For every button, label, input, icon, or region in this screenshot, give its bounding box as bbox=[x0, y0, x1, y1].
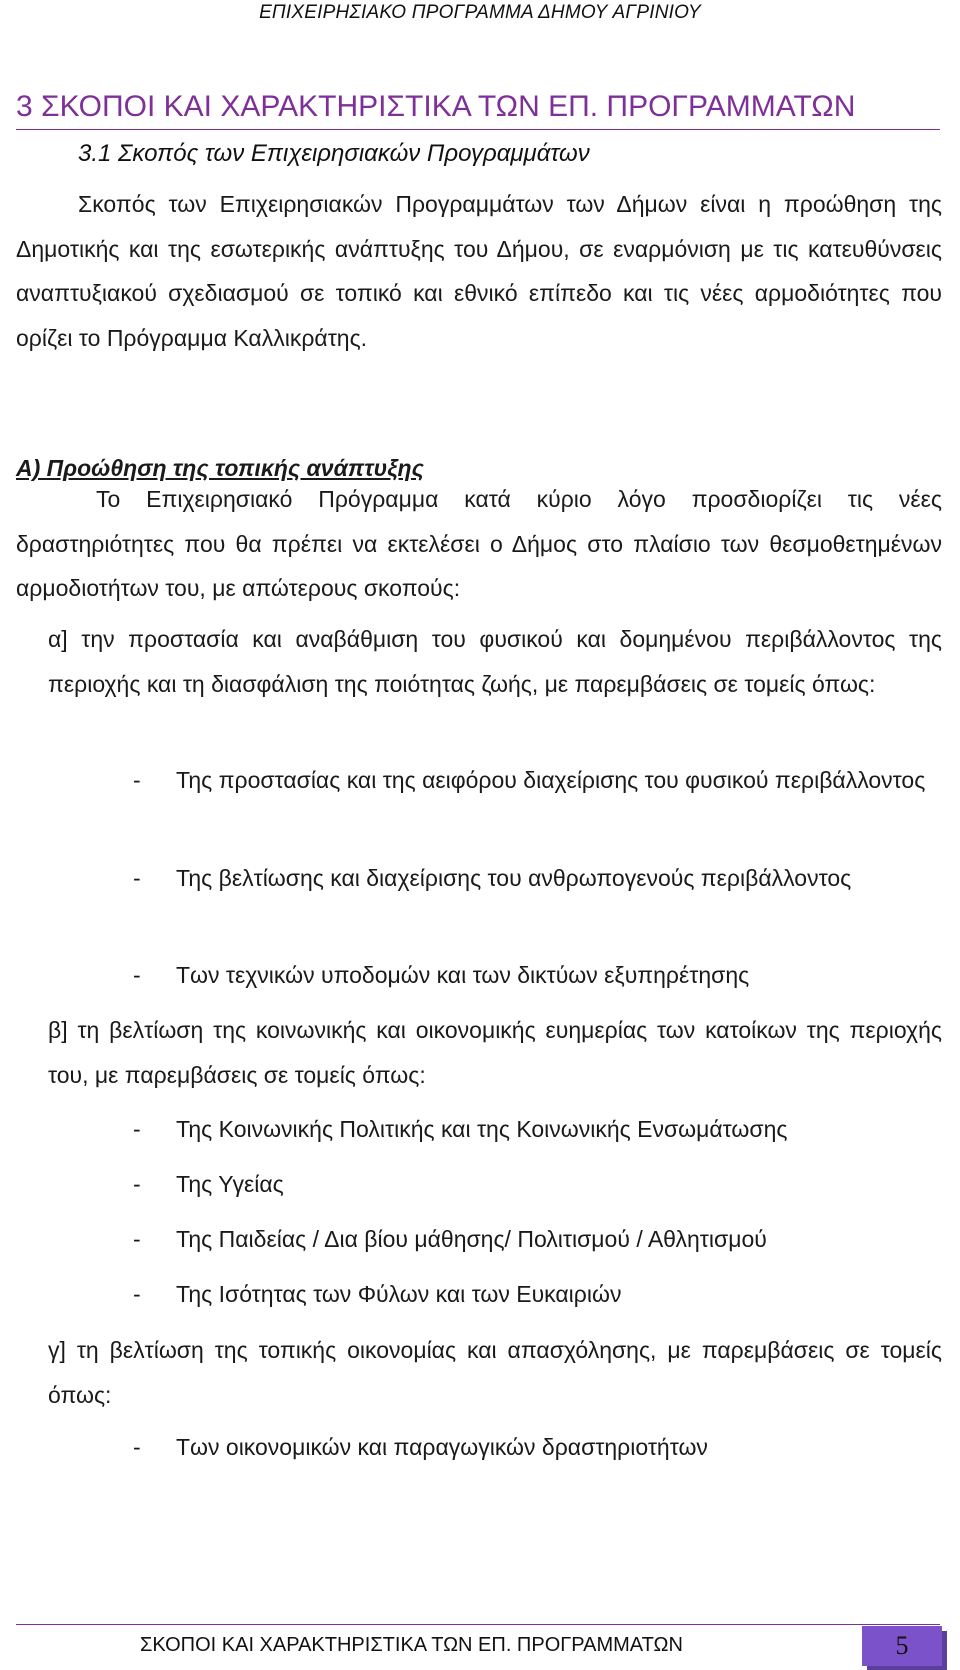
bullet-dash: - bbox=[133, 1281, 141, 1307]
bullet-b-3 bbox=[133, 1217, 942, 1262]
bullet-dash: - bbox=[133, 1171, 141, 1197]
bullet-dash: - bbox=[133, 1116, 141, 1142]
page-number: 5 bbox=[862, 1626, 942, 1666]
bullet-dash: - bbox=[133, 767, 141, 793]
bullet-dash: - bbox=[133, 865, 141, 891]
bullet-b-4 bbox=[133, 1272, 942, 1317]
bullet-dash: - bbox=[133, 962, 141, 988]
running-header: ΕΠΙΧΕΙΡΗΣΙΑΚΟ ΠΡΟΓΡΑΜΜΑ ΔΗΜΟΥ ΑΓΡΙΝΙΟΥ bbox=[259, 2, 701, 23]
bullet-a-1 bbox=[133, 758, 942, 803]
bullet-a-3 bbox=[133, 953, 942, 998]
footer-title: ΣΚΟΠΟΙ ΚΑΙ ΧΑΡΑΚΤΗΡΙΣΤΙΚΑ ΤΩΝ ΕΠ. ΠΡΟΓΡΑΜΜΑΤΩΝ bbox=[140, 1634, 683, 1656]
bullet-text: Της βελτίωσης και διαχείρισης του ανθρωπογενούς περιβάλλοντος bbox=[176, 865, 852, 891]
bullet-dash: - bbox=[133, 1226, 141, 1252]
bullet-text: Της προστασίας και της αειφόρου διαχείρισης του φυσικού περιβάλλοντος bbox=[176, 767, 926, 793]
bullet-b-2 bbox=[133, 1162, 942, 1207]
bullet-text: Των οικονομικών και παραγωγικών δραστηριοτήτων bbox=[176, 1434, 708, 1460]
list-item-a: α] την προστασία και αναβάθμιση του φυσικού και δομημένου περιβάλλοντος της περιοχής και τη διασφάλιση της ποιότητας ζωής, με παρεμβάσεις σε τομείς όπως: bbox=[48, 626, 942, 697]
footer-divider bbox=[16, 1624, 940, 1625]
bullet-text: Των τεχνικών υποδομών και των δικτύων εξυπηρέτησης bbox=[176, 962, 750, 988]
bullet-text: Της Παιδείας / Δια βίου μάθησης/ Πολιτισμού / Αθλητισμού bbox=[176, 1226, 767, 1252]
bullet-text: Της Κοινωνικής Πολιτικής και της Κοινωνικής Ενσωμάτωσης bbox=[176, 1116, 788, 1142]
bullet-text: Της Υγείας bbox=[176, 1171, 284, 1197]
section-title: 3.1 Σκοπός των Επιχειρησιακών Προγραμμάτων bbox=[78, 140, 590, 167]
bullet-dash: - bbox=[133, 1434, 141, 1460]
bullet-c-1 bbox=[133, 1425, 942, 1470]
bullet-text: Της Ισότητας των Φύλων και των Ευκαιριών bbox=[176, 1281, 622, 1307]
chapter-title: 3 ΣΚΟΠΟΙ ΚΑΙ ΧΑΡΑΚΤΗΡΙΣΤΙΚΑ ΤΩΝ ΕΠ. ΠΡΟΓΡΑΜΜΑΤΩΝ bbox=[16, 90, 940, 130]
subsection-heading: Α) Προώθηση της τοπικής ανάπτυξης bbox=[16, 455, 424, 481]
subsection-intro-paragraph: Το Επιχειρησιακό Πρόγραμμα κατά κύριο λόγο προσδιορίζει τις νέες δραστηριότητες που θα πρέπει να εκτελέσει ο Δήμος στο πλαίσιο των θεσμοθετημένων αρμοδιοτήτων του, με απώτερους σκοπούς: bbox=[16, 486, 942, 601]
list-item-b: β] τη βελτίωση της κοινωνικής και οικονομικής ευημερίας των κατοίκων της περιοχής του, με παρεμβάσεις σε τομείς όπως: bbox=[48, 1017, 942, 1088]
bullet-a-2 bbox=[133, 856, 942, 901]
list-item-c: γ] τη βελτίωση της τοπικής οικονομίας και απασχόλησης, με παρεμβάσεις σε τομείς όπως: bbox=[48, 1337, 942, 1408]
bullet-b-1 bbox=[133, 1107, 942, 1152]
section-intro-paragraph: Σκοπός των Επιχειρησιακών Προγραμμάτων των Δήμων είναι η προώθηση της Δημοτικής και της εσωτερικής ανάπτυξης του Δήμου, σε εναρμόνιση με τις κατευθύνσεις αναπτυξιακού σχεδιασμού σε τοπικό και εθνικό επίπεδο και τις νέες αρμοδιότητες που ορίζει το Πρόγραμμα Καλλικράτης. bbox=[16, 191, 942, 351]
